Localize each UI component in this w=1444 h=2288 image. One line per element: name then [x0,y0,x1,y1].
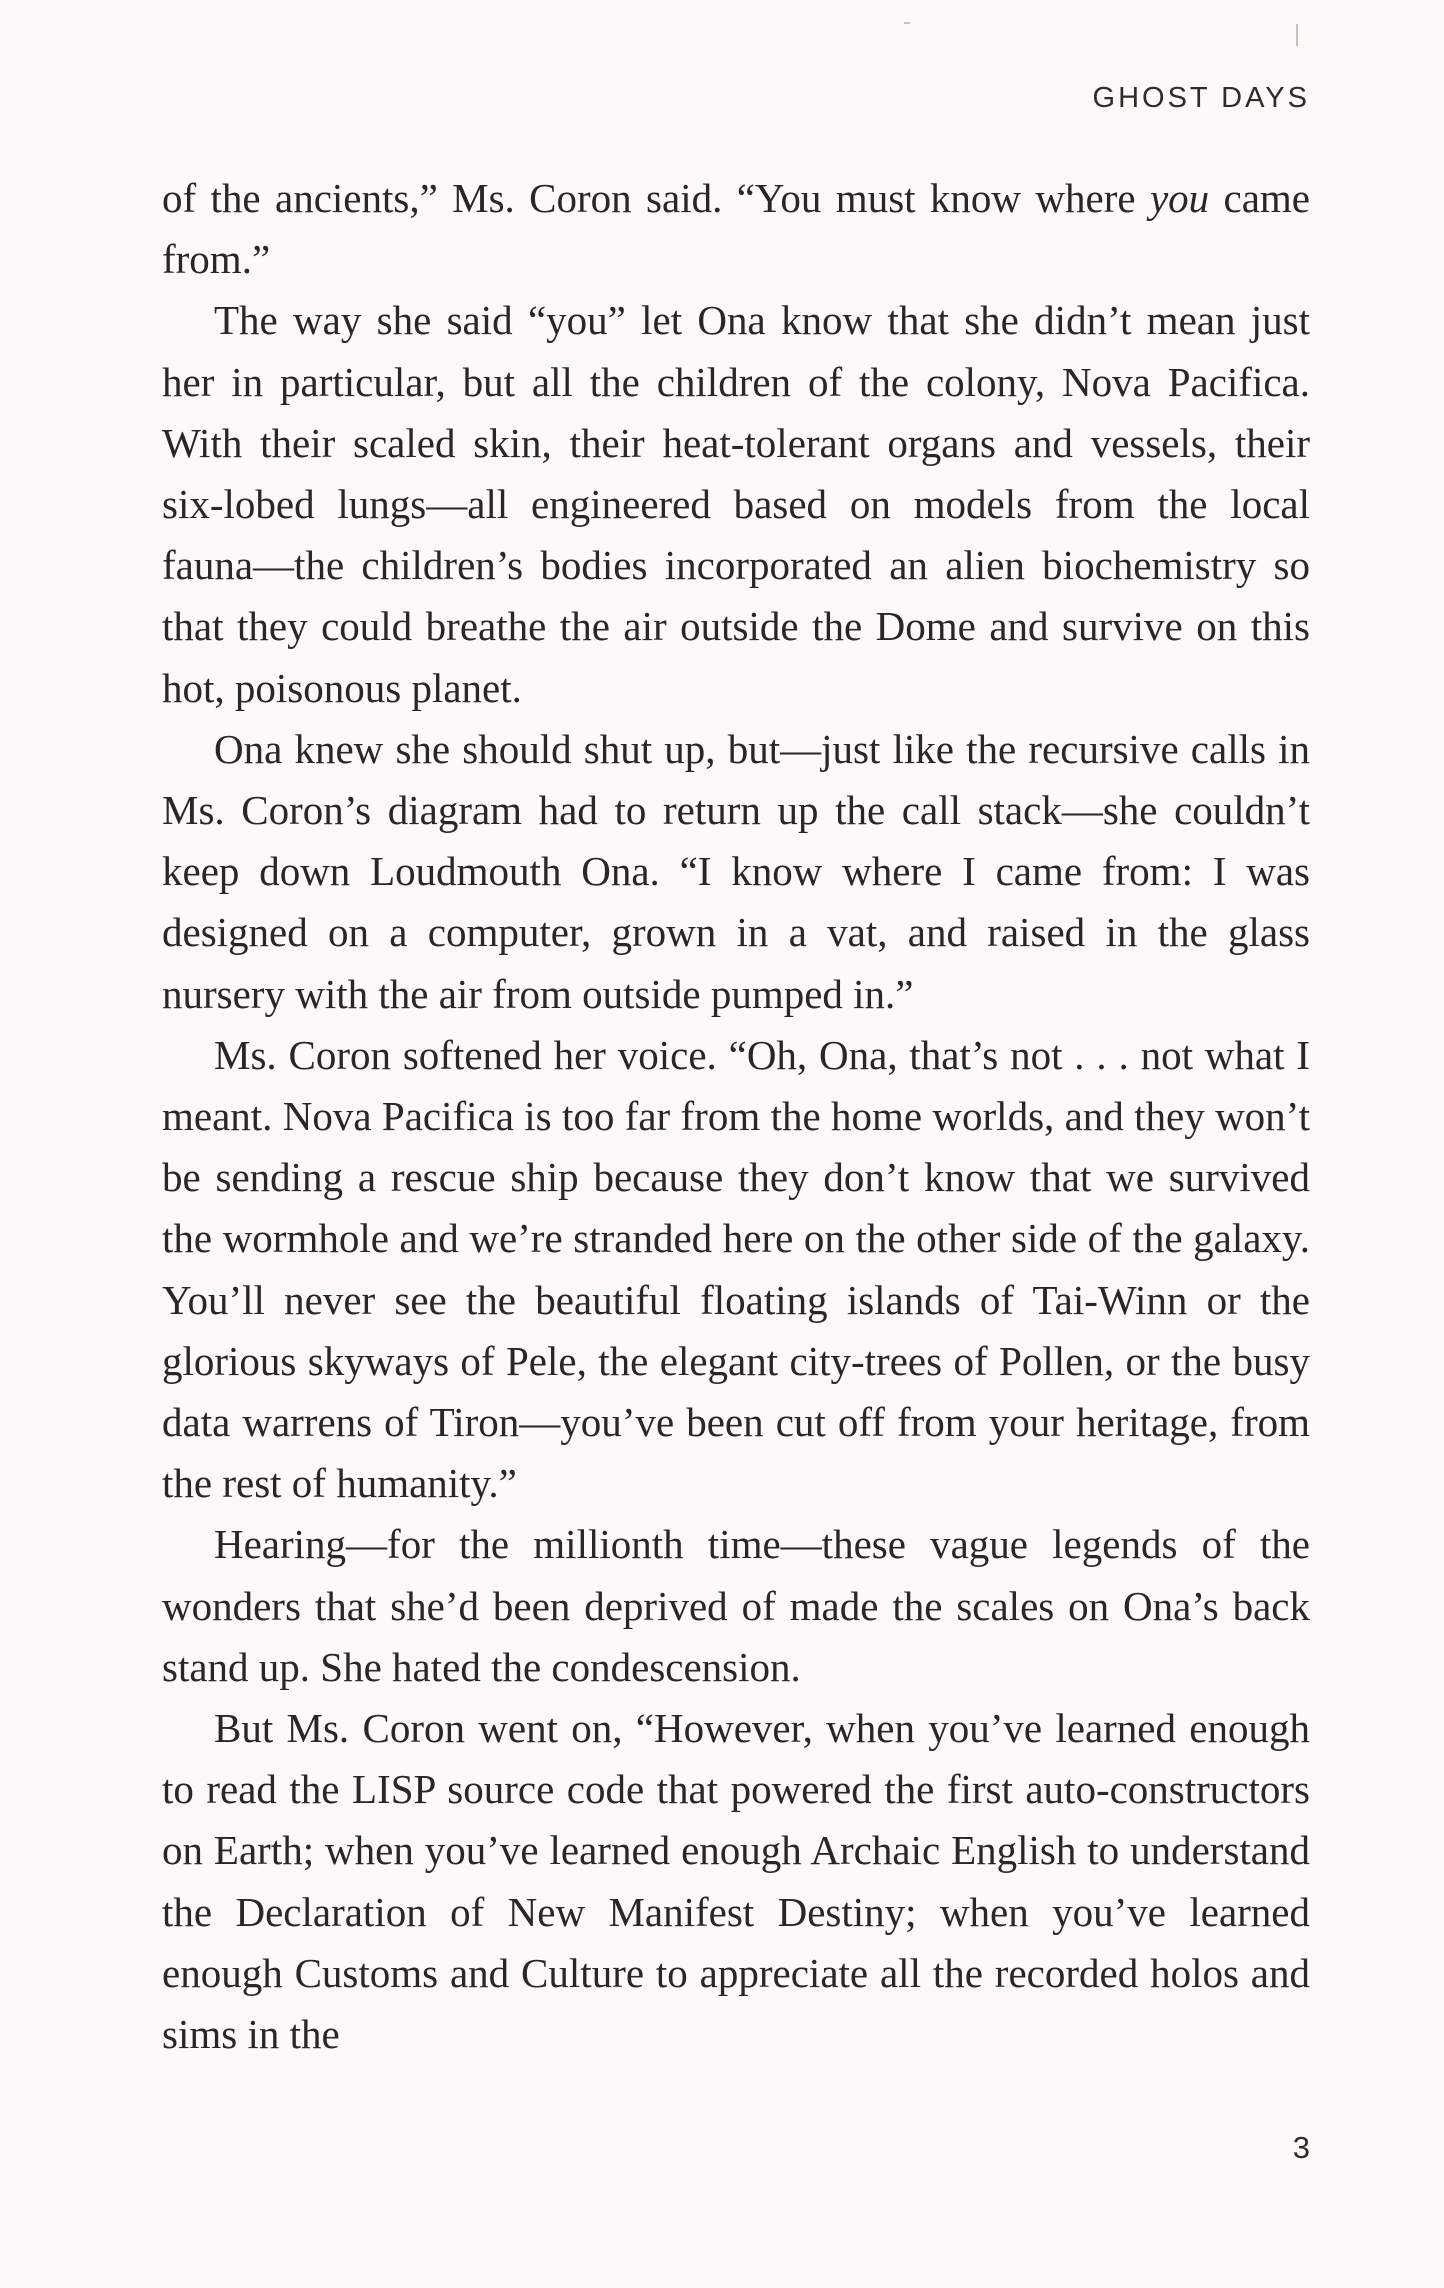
scan-mark [1296,24,1298,46]
paragraph [162,168,1310,290]
scan-mark [904,22,910,24]
paragraph-text: came from.” [162,175,1310,283]
italic-emphasis: you [1149,175,1210,221]
paragraph: Hearing—for the millionth time—these vague legends of the wonders that she’d been deprived of made the scales on Ona’s back stand up. She hated the condescension. [162,1521,1310,1690]
paragraph: The way she said “you” let Ona know that she didn’t mean just her in particular, but all the children of the colony, Nova Pacifica. With their scaled skin, their heat-tolerant organs and vessels, their six-lobed lungs—all engineered based on models from the local fauna—the children’s bodies incorporated an alien biochemistry so that they could breathe the air outside the Dome and survive on this hot, poisonous planet. [162,297,1310,711]
paragraph: But Ms. Coron went on, “However, when you’ve learned enough to read the LISP source code that powered the first auto-constructors on Earth; when you’ve learned enough Archaic English to understand the Declaration of New Manifest Destiny; when you’ve learned enough Customs and Culture to appreciate all the recorded holos and sims in the [162,1705,1310,2058]
paragraph: Ms. Coron softened her voice. “Oh, Ona, that’s not . . . not what I meant. Nova Pacifica is too far from the home worlds, and they won’t be sending a rescue ship because they don’t know that we survived the wormhole and we’re stranded here on the other side of the galaxy. You’ll never see the beautiful floating islands of Tai-Winn or the glorious skyways of Pele, the elegant city-trees of Pollen, or the busy data warrens of Tiron—you’ve been cut off from your heritage, from the rest of humanity.” [162,1031,1310,1507]
paragraph-text: of the ancients,” Ms. Coron said. “You must know where [162,175,1150,221]
page-number: 3 [1292,2130,1310,2165]
body-text [162,168,1310,2065]
running-head: GHOST DAYS [1092,82,1310,114]
paragraph: Ona knew she should shut up, but—just like the recursive calls in Ms. Coron’s diagram had to return up the call stack—she couldn’t keep down Loudmouth Ona. “I know where I came from: I was designed on a computer, grown in a vat, and raised in the glass nursery with the air from outside pumped in.” [162,725,1310,1017]
